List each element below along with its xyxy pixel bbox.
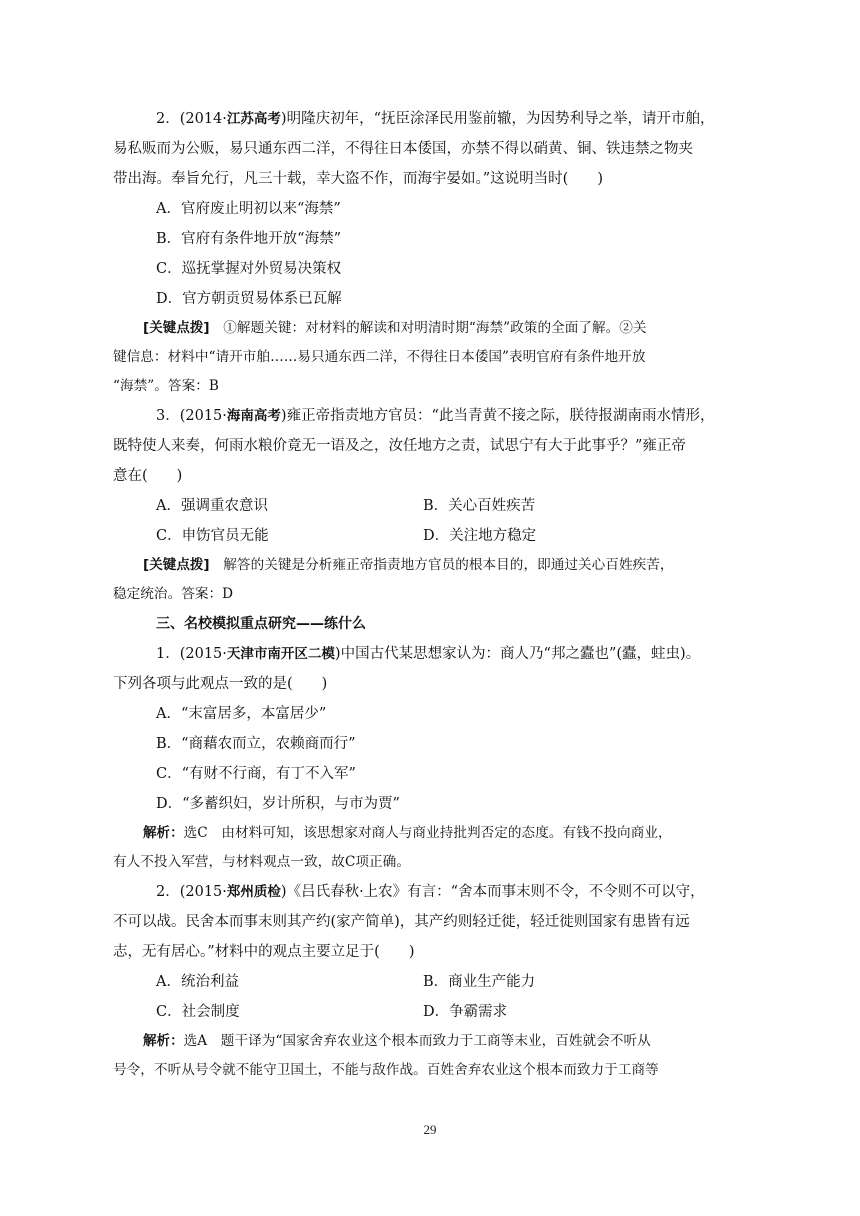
answer-explanation	[113, 819, 749, 848]
option-d: D．争霸需求	[423, 1004, 508, 1020]
question-source: 江苏高考	[226, 111, 281, 127]
option-b: B．“商藉农而立，农赖商而行”	[156, 736, 356, 752]
answer-text: 号令，不听从号令就不能守卫国土，不能与敌作战。百姓舍弃农业这个根本而致力于工商等	[113, 1062, 659, 1078]
key-point-note	[113, 551, 749, 580]
option-c: C．“有财不行商，有丁不入军”	[156, 766, 356, 782]
option-a: A．“末富居多，本富居少”	[156, 706, 327, 722]
option-b: B．商业生产能力	[423, 974, 536, 990]
option-c: C．巡抚掌握对外贸易决策权	[156, 261, 342, 277]
question-text: 易私贩而为公贩，易只通东西二洋，不得往日本倭国，亦禁不得以硝黄、铜、铁违禁之物夹	[113, 141, 693, 157]
question-text	[113, 104, 749, 134]
question-number: 2．(2015·	[156, 884, 227, 900]
key-point-text: “海禁”。答案：B	[113, 378, 219, 394]
key-point-text: 解答的关键是分析雍正帝指责地方官员的根本目的，即通过关心百姓疾苦，	[209, 557, 674, 573]
question-source: 海南高考	[226, 408, 281, 424]
options-row	[113, 997, 749, 1027]
answer-label: 解析：	[143, 825, 184, 841]
page-content	[113, 104, 749, 1085]
key-point-text: 键信息：材料中“请开市舶……易只通东西二洋，不得往日本倭国”表明官府有条件地开放	[113, 349, 646, 365]
question-stem: )中国古代某思想家认为：商人乃“邦之蠹也”(蠹，蛀虫)。	[334, 646, 701, 662]
question-text: 既特使人来奏，何雨水粮价竟无一语及之，汝任地方之责，试思宁有大于此事乎？”雍正帝	[113, 438, 686, 454]
option-d: D．官方朝贡贸易体系已瓦解	[156, 291, 342, 307]
question-text: 意在( )	[113, 468, 183, 484]
option-a: A．强调重农意识	[156, 498, 268, 514]
question-text	[113, 877, 749, 907]
question-text: 不可以战。民舍本而事末则其产约(家产简单)，其产约则轻迁徙，轻迁徙则国家有患皆有远	[113, 914, 690, 930]
answer-explanation	[113, 1027, 749, 1056]
option-d: D．关注地方稳定	[423, 528, 537, 544]
answer-text: 选C 由材料可知，该思想家对商人与商业持批判否定的态度。有钱不投向商业，	[183, 825, 672, 841]
question-stem: )雍正帝指责地方官员：“此当青黄不接之际，朕待报湖南雨水情形，	[280, 408, 715, 424]
question-source: 郑州质检	[226, 884, 281, 900]
question-number: 2．(2014·	[156, 111, 227, 127]
option-a: A．官府废止明初以来“海禁”	[156, 201, 341, 217]
question-stem: )《吕氏春秋·上农》有言：“舍本而事末则不令，不令则不可以守，	[280, 884, 705, 900]
key-point-note	[113, 314, 749, 343]
option-d: D．“多蓄织妇，岁计所积，与市为贾”	[156, 796, 400, 812]
option-b: B．关心百姓疾苦	[423, 498, 536, 514]
question-text: 下列各项与此观点一致的是( )	[113, 676, 328, 692]
answer-text: 选A 题干译为“国家舍弃农业这个根本而致力于工商等末业，百姓就会不听从	[183, 1033, 651, 1049]
question-text: 志，无有居心。”材料中的观点主要立足于( )	[113, 944, 415, 960]
question-number: 1．(2015·	[156, 646, 227, 662]
option-a: A．统治利益	[156, 974, 239, 990]
option-b: B．官府有条件地开放“海禁”	[156, 231, 341, 247]
option-c: C．社会制度	[156, 1004, 240, 1020]
question-number: 3．(2015·	[156, 408, 227, 424]
key-point-text: ①解题关键：对材料的解读和对明清时期“海禁”政策的全面了解。②关	[209, 320, 647, 336]
key-point-label: [关键点拨]	[143, 320, 210, 336]
key-point-label: [关键点拨]	[143, 557, 210, 573]
question-text: 带出海。奉旨允行，凡三十载，幸大盗不作，而海宇晏如。”这说明当时( )	[113, 171, 603, 187]
options-row	[113, 491, 749, 521]
option-c: C．申饬官员无能	[156, 528, 269, 544]
options-row	[113, 521, 749, 551]
options-row	[113, 967, 749, 997]
answer-label: 解析：	[143, 1033, 184, 1049]
answer-text: 有人不投入军营，与材料观点一致，故C项正确。	[113, 854, 410, 870]
key-point-text: 稳定统治。答案：D	[113, 586, 234, 602]
page-number: 29	[423, 1122, 437, 1137]
section-heading: 三、名校模拟重点研究——练什么	[156, 616, 366, 632]
question-text	[113, 401, 749, 431]
question-stem: )明隆庆初年，“抚臣涂泽民用鉴前辙，为因势利导之举，请开市舶，	[280, 111, 715, 127]
question-source: 天津市南开区二模	[226, 646, 335, 662]
question-text	[113, 639, 749, 669]
